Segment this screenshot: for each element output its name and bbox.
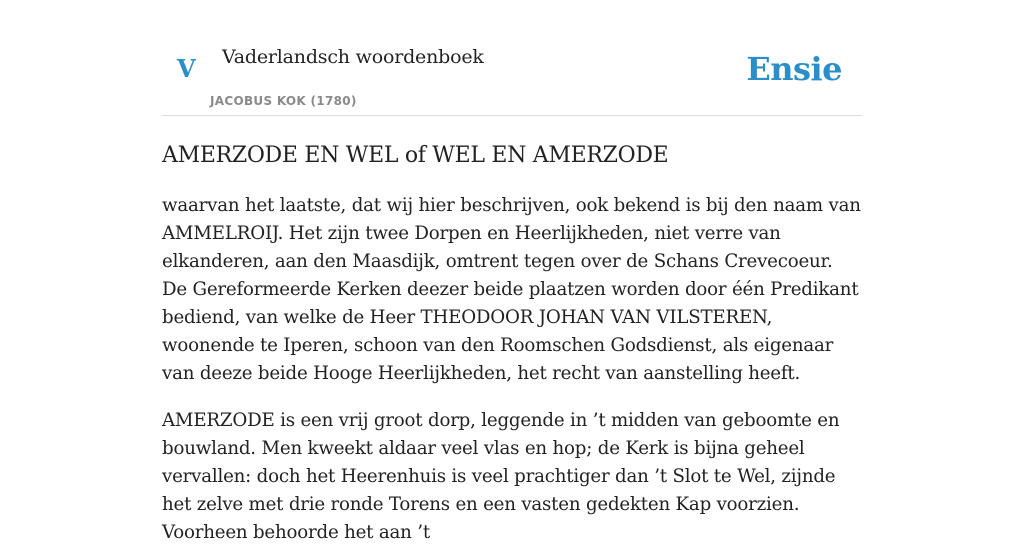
entry-paragraph: AMERZODE is een vrij groot dorp, leggende in ’t midden van geboomte en bouwland. Men kweekt aldaar veel vlas en hop; de Kerk is bijna geheel vervallen: doch het Heerenhuis is veel prachtiger dan ’t Slot te Wel, zijnde het zelve met drie ronde Torens en een vasten gedekten Kap voorzien. Voorheen behoorde het aan ’t [162, 410, 840, 543]
header [162, 0, 862, 116]
ensie-logo-link[interactable]: Ensie [746, 50, 842, 88]
book-author: JACOBUS KOK (1780) [210, 94, 357, 108]
page [162, 0, 862, 547]
entry-paragraph: waarvan het laatste, dat wij hier beschrijven, ook bekend is bij den naam van AMMELROIJ. Het zijn twee Dorpen en Heerlijkheden, niet verre van elkanderen, aan den Maasdijk, omtrent tegen over de Schans Crevecoeur. De Gereformeerde Kerken deezer beide plaatzen worden door één Predikant bediend, van welke de Heer THEODOOR JOHAN VAN VILSTEREN, woonende te Iperen, schoon van den Roomschen Godsdienst, als eigenaar van deeze beide Hooge Heerlijkheden, het recht van aanstelling heeft. [162, 195, 861, 384]
entry-body [162, 192, 862, 547]
book-title-link[interactable]: Vaderlandsch woordenboek [222, 46, 484, 68]
letter-index-link[interactable]: V [177, 54, 196, 83]
entry-title: AMERZODE EN WEL of WEL EN AMERZODE [162, 143, 669, 168]
